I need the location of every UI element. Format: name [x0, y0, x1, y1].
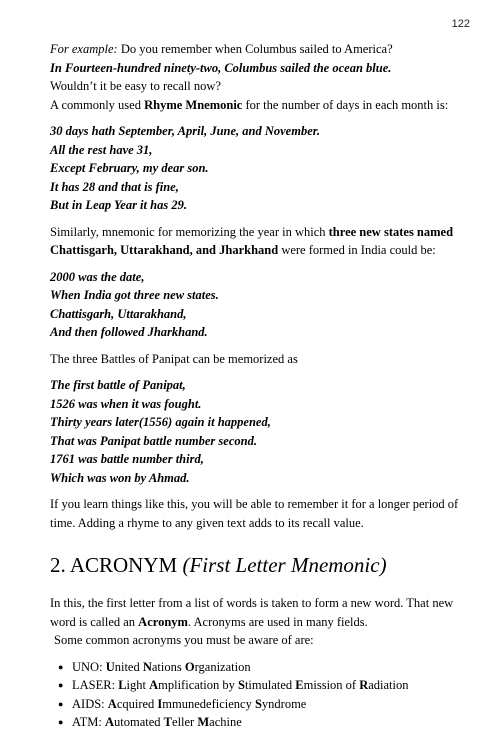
acronym-abbr: ATM:	[72, 715, 105, 729]
acronym-word-rest: eller	[172, 715, 198, 729]
acronym-intro	[50, 594, 470, 631]
acronym-word-rest: mission of	[303, 678, 360, 692]
section-heading	[50, 552, 470, 578]
acronym-initial: M	[197, 715, 210, 729]
acronym-word-rest: mplification by	[158, 678, 238, 692]
rhyme-intro	[50, 96, 470, 115]
acronym-intro-suffix: . Acronyms are used in many fields.	[187, 614, 368, 629]
page-content	[50, 40, 470, 732]
acronym-initial: E	[295, 678, 304, 692]
acronym-term: Acronym	[138, 614, 188, 629]
acronym-initial: A	[105, 715, 115, 729]
conclusion-paragraph: If you learn things like this, you will be able to remember it for a longer period of time. Adding a rhyme to any given text adds to its recall value.	[50, 497, 459, 530]
verse-line: It has 28 and that is fine,	[50, 179, 179, 194]
verse-line: When India got three new states.	[50, 288, 219, 302]
verse-line: Chattisgarh, Uttarakhand,	[50, 306, 187, 321]
verse-line: The first battle of Panipat,	[50, 378, 186, 392]
acronym-abbr: AIDS:	[72, 696, 108, 711]
bullet-icon: ●	[58, 698, 64, 709]
acronym-word-rest: yndrome	[261, 696, 307, 711]
panipat-intro: The three Battles of Panipat can be memorized as	[50, 351, 298, 366]
days-verse	[50, 122, 470, 215]
acronym-word-rest: nited	[114, 659, 143, 674]
acronym-word-rest: cquired	[116, 696, 158, 711]
bullet-icon: ●	[58, 661, 64, 672]
acronym-initial: R	[359, 678, 369, 692]
acronym-word-rest: adiation	[368, 678, 409, 692]
page-number: 122	[451, 18, 470, 30]
section-title: 2. ACRONYM	[50, 553, 183, 577]
panipat-verse	[50, 376, 470, 487]
example-paragraph	[50, 40, 470, 59]
acronym-word-rest: ight	[126, 678, 150, 692]
verse-line: All the rest have 31,	[50, 142, 153, 157]
acronym-abbr: LASER:	[72, 678, 119, 692]
acronym-word-rest: achine	[209, 715, 242, 729]
verse-line: 1526 was when it was fought.	[50, 396, 202, 411]
verse-line: That was Panipat battle number second.	[50, 433, 257, 448]
acronym-initial: A	[107, 696, 117, 711]
verse-line: 1761 was battle number third,	[50, 452, 204, 466]
acronym-list	[50, 658, 470, 732]
verse-line: Except February, my dear son.	[50, 161, 209, 175]
acronym-intro-prefix: In this, the first letter from a list of words is taken to form a new word. That new word is called an	[50, 596, 454, 629]
states-prefix: Similarly, mnemonic for memorizing the year in which	[50, 224, 329, 239]
acronym-word-rest: utomated	[114, 715, 164, 729]
verse-line: But in Leap Year it has 29.	[50, 198, 187, 212]
recall-line: Wouldn’t it be easy to recall now?	[50, 79, 221, 93]
example-text: Do you remember when Columbus sailed to America?	[117, 42, 393, 56]
example-label: For example:	[50, 42, 118, 56]
acronym-item	[58, 676, 470, 695]
acronym-word-rest: rganization	[194, 659, 251, 674]
verse-line: 2000 was the date,	[50, 269, 145, 284]
rhyme-prefix: A commonly used	[50, 97, 145, 112]
states-suffix: were formed in India could be:	[278, 243, 436, 257]
acronym-word-rest: ations	[151, 659, 185, 674]
acronym-initial: O	[184, 659, 195, 674]
acronym-word-rest: mmunedeficiency	[162, 696, 255, 711]
bullet-icon: ●	[58, 680, 64, 690]
acronym-initial: S	[254, 696, 262, 711]
rhyme-suffix: for the number of days in each month is:	[242, 97, 449, 112]
states-intro	[50, 223, 470, 260]
columbus-line: In Fourteen-hundred ninety-two, Columbus sailed the ocean blue.	[50, 60, 392, 75]
acronym-initial: N	[142, 659, 152, 674]
section-subtitle: (First Letter Mnemonic)	[182, 553, 387, 577]
acronym-initial: A	[149, 678, 159, 692]
acronym-item	[58, 695, 470, 714]
acronym-initial: T	[163, 715, 173, 729]
verse-line: Thirty years later(1556) again it happened,	[50, 415, 271, 429]
rhyme-term: Rhyme Mnemonic	[144, 97, 243, 112]
verse-line: And then followed Jharkhand.	[50, 325, 208, 339]
acronym-abbr: UNO:	[72, 659, 106, 674]
verse-line: Which was won by Ahmad.	[50, 470, 190, 485]
acronym-item	[58, 658, 470, 677]
acronym-initial: I	[157, 696, 163, 711]
acronym-initial: L	[118, 678, 127, 692]
states-verse	[50, 268, 470, 342]
acronym-initial: S	[238, 678, 245, 692]
bullet-icon: ●	[58, 717, 64, 727]
acronym-lead: Some common acronyms you must be aware of are:	[54, 633, 314, 647]
states-bold: three new states named Chattisgarh, Uttarakhand, and Jharkhand	[50, 224, 454, 257]
acronym-item	[58, 713, 470, 732]
verse-line: 30 days hath September, April, June, and November.	[50, 124, 321, 138]
acronym-word-rest: timulated	[244, 678, 296, 692]
acronym-initial: U	[105, 659, 115, 674]
